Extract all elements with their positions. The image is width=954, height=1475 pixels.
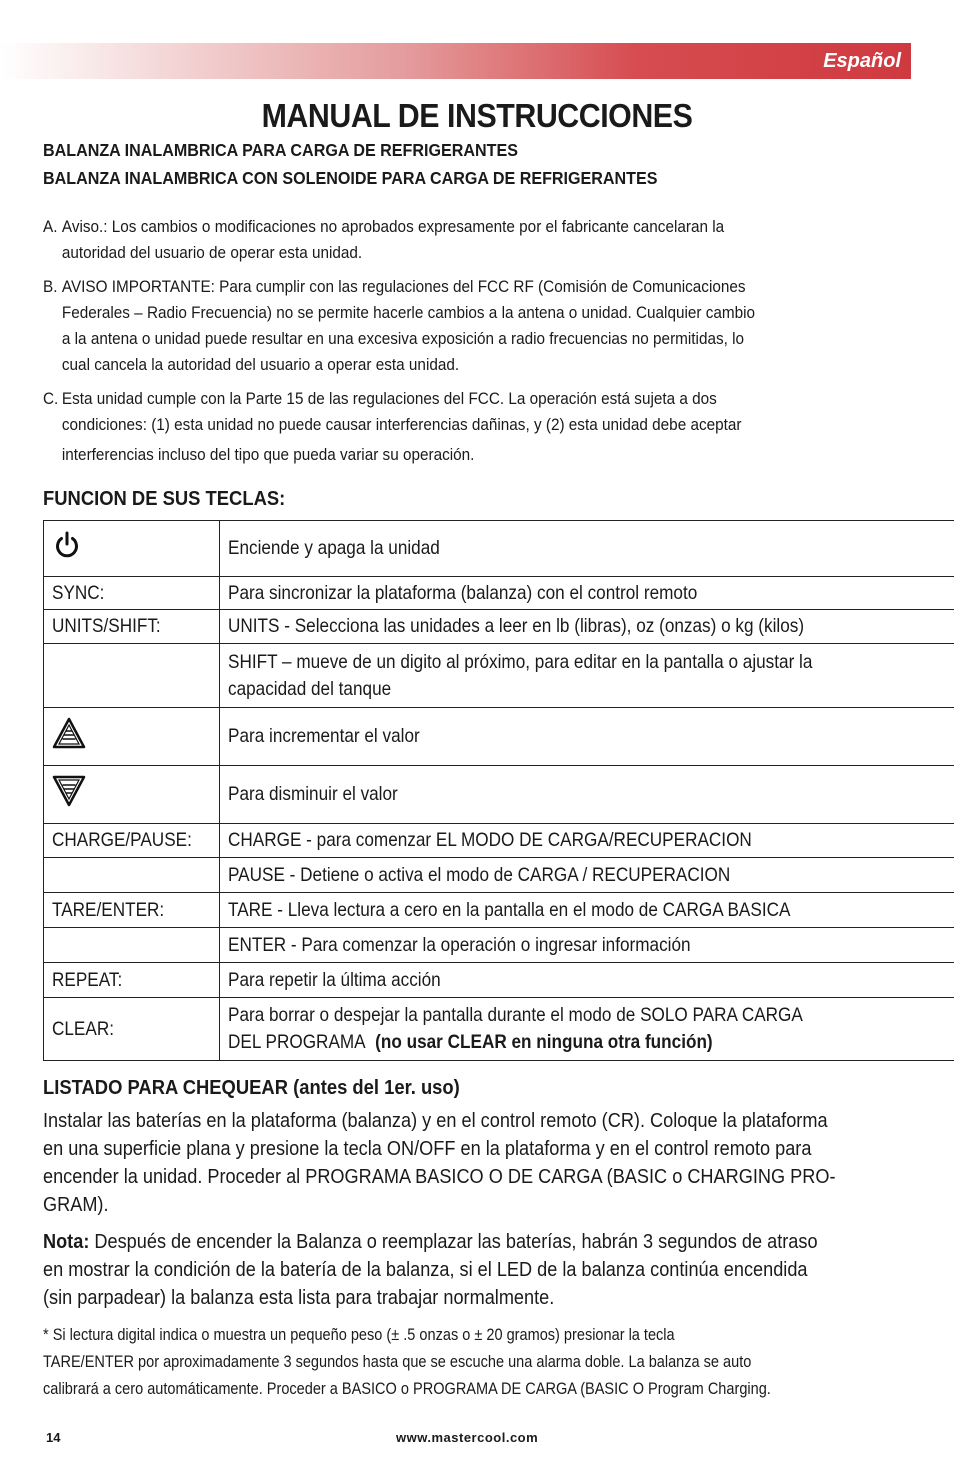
table-row — [44, 766, 954, 824]
key-label: UNITS/SHIFT: — [52, 615, 161, 637]
note-label: Nota: — [43, 1230, 90, 1253]
desc-text: Para disminuir el valor — [227, 783, 398, 805]
notice-label: A. — [43, 217, 58, 236]
desc-text: Para incrementar el valor — [227, 725, 420, 747]
note-paragraph — [43, 1228, 901, 1312]
notice-line: a la antena o unidad puede resultar en una excesiva exposición a radio frecuencias no permitidas, lo — [61, 329, 745, 348]
desc-cell — [219, 708, 954, 766]
key-cell — [44, 998, 220, 1061]
table-row — [44, 521, 954, 577]
table-row — [44, 824, 954, 858]
desc-cell — [219, 521, 954, 577]
desc-text: TARE - Lleva lectura a cero en la pantalla en el modo de CARGA BASICA — [227, 898, 791, 921]
key-cell — [44, 610, 220, 644]
desc-text: Para borrar o despejar la pantalla durante el modo de SOLO PARA CARGA — [227, 1004, 803, 1026]
language-label: Español — [823, 50, 901, 72]
notice-a — [43, 214, 871, 266]
notice-line: AVISO IMPORTANTE: Para cumplir con las regulaciones del FCC RF (Comisión de Comunicaciones — [61, 277, 746, 296]
table-row — [44, 644, 954, 708]
keys-table — [43, 520, 954, 1061]
notice-line: condiciones: (1) esta unidad no puede causar interferencias dañinas, y (2) esta unidad debe aceptar — [61, 415, 742, 434]
desc-bold-warning: (no usar CLEAR en ninguna otra función) — [375, 1031, 713, 1053]
page-number: 14 — [46, 1430, 61, 1445]
notice-label: B. — [43, 277, 58, 296]
key-cell — [44, 708, 220, 766]
key-label: CLEAR: — [52, 1017, 114, 1040]
paragraph-line: (sin parpadear) la balanza esta lista para trabajar normalmente. — [43, 1286, 555, 1309]
subtitle-1: BALANZA INALAMBRICA PARA CARGA DE REFRIGERANTES — [43, 140, 518, 160]
notice-line: Federales – Radio Frecuencia) no se permite hacerle cambios a la antena o unidad. Cualquier cambio — [61, 303, 756, 322]
checklist-paragraph — [43, 1107, 901, 1219]
desc-cell — [219, 998, 954, 1061]
desc-cell — [219, 644, 954, 708]
key-cell — [44, 644, 220, 708]
desc-cell — [219, 928, 954, 963]
table-row — [44, 998, 954, 1061]
notice-line: interferencias incluso del tipo que pueda variar su operación. — [61, 445, 475, 464]
checklist-heading: LISTADO PARA CHEQUEAR (antes del 1er. uso) — [43, 1077, 460, 1099]
paragraph-line: en una superficie plana y presione la tecla ON/OFF en la plataforma y en el control remoto para — [43, 1137, 812, 1160]
footnote-line: TARE/ENTER por aproximadamente 3 segundos hasta que se escuche una alarma doble. La balanza se auto — [43, 1352, 752, 1371]
notice-line: autoridad del usuario de operar esta unidad. — [61, 243, 363, 262]
desc-text: capacidad del tanque — [227, 677, 392, 700]
notice-line: Esta unidad cumple con la Parte 15 de las regulaciones del FCC. La operación está sujeta a dos — [61, 389, 717, 408]
key-cell — [44, 824, 220, 858]
notice-b — [43, 274, 871, 378]
key-label: CHARGE/PAUSE: — [52, 829, 192, 851]
website-url: www.mastercool.com — [396, 1430, 539, 1445]
notice-c — [43, 386, 871, 468]
language-banner — [0, 43, 911, 79]
up-arrow-icon — [52, 717, 86, 757]
desc-cell — [219, 766, 954, 824]
power-icon — [52, 530, 82, 568]
desc-text: CHARGE - para comenzar EL MODO DE CARGA/RECUPERACION — [227, 829, 752, 851]
desc-text-line2 — [228, 1029, 906, 1056]
paragraph-line: en mostrar la condición de la batería de la balanza, si el LED de la balanza continúa encendida — [43, 1258, 808, 1281]
key-label: REPEAT: — [52, 968, 123, 991]
desc-text: ENTER - Para comenzar la operación o ingresar información — [227, 933, 691, 956]
desc-text: DEL PROGRAMA — [227, 1031, 366, 1053]
subtitle-2: BALANZA INALAMBRICA CON SOLENOIDE PARA CARGA DE REFRIGERANTES — [43, 168, 658, 188]
footnote-line: calibrará a cero automáticamente. Proceder a BASICO o PROGRAMA DE CARGA (BASIC O Program Charging. — [43, 1379, 771, 1398]
key-cell — [44, 893, 220, 928]
table-row — [44, 858, 954, 893]
key-label: TARE/ENTER: — [52, 898, 165, 921]
page-title: MANUAL DE INSTRUCCIONES — [261, 97, 693, 134]
desc-text: Para sincronizar la plataforma (balanza) con el control remoto — [227, 581, 698, 604]
key-cell — [44, 858, 220, 893]
paragraph-line: GRAM). — [43, 1193, 109, 1216]
key-cell — [44, 766, 220, 824]
key-cell — [44, 521, 220, 577]
desc-cell — [219, 577, 954, 610]
key-cell — [44, 577, 220, 610]
key-label: SYNC: — [52, 581, 105, 604]
paragraph-line: Instalar las baterías en la plataforma (balanza) y en el control remoto (CR). Coloque la plataforma — [43, 1109, 828, 1132]
table-row — [44, 893, 954, 928]
desc-text: Para repetir la última acción — [227, 968, 441, 991]
desc-cell — [219, 824, 954, 858]
table-row — [44, 610, 954, 644]
footnote-line: * Si lectura digital indica o muestra un pequeño peso (± .5 onzas o ± 20 gramos) presionar la tecla — [43, 1325, 675, 1344]
desc-cell — [219, 610, 954, 644]
table-row — [44, 708, 954, 766]
paragraph-line: encender la unidad. Proceder al PROGRAMA BASICO O DE CARGA (BASIC o CHARGING PRO- — [43, 1165, 836, 1188]
notice-line: Aviso.: Los cambios o modificaciones no aprobados expresamente por el fabricante cancelaran la — [61, 217, 725, 236]
paragraph-line: Después de encender la Balanza o reemplazar las baterías, habrán 3 segundos de atraso — [89, 1230, 818, 1253]
desc-text: PAUSE - Detiene o activa el modo de CARGA / RECUPERACION — [227, 863, 731, 886]
footnote — [43, 1321, 907, 1402]
desc-text: Enciende y apaga la unidad — [227, 537, 440, 559]
table-row — [44, 963, 954, 998]
desc-cell — [219, 963, 954, 998]
desc-cell — [219, 893, 954, 928]
down-arrow-icon — [52, 775, 86, 815]
table-row — [44, 577, 954, 610]
desc-text: SHIFT – mueve de un digito al próximo, para editar en la pantalla o ajustar la — [227, 650, 813, 673]
desc-text: UNITS - Selecciona las unidades a leer en lb (libras), oz (onzas) o kg (kilos) — [227, 615, 804, 637]
desc-cell — [219, 858, 954, 893]
table-row — [44, 928, 954, 963]
notice-label: C. — [43, 389, 59, 408]
keys-heading: FUNCION DE SUS TECLAS: — [43, 488, 286, 510]
notice-line: cual cancela la autoridad del usuario a operar esta unidad. — [61, 355, 460, 374]
key-cell — [44, 928, 220, 963]
key-cell — [44, 963, 220, 998]
